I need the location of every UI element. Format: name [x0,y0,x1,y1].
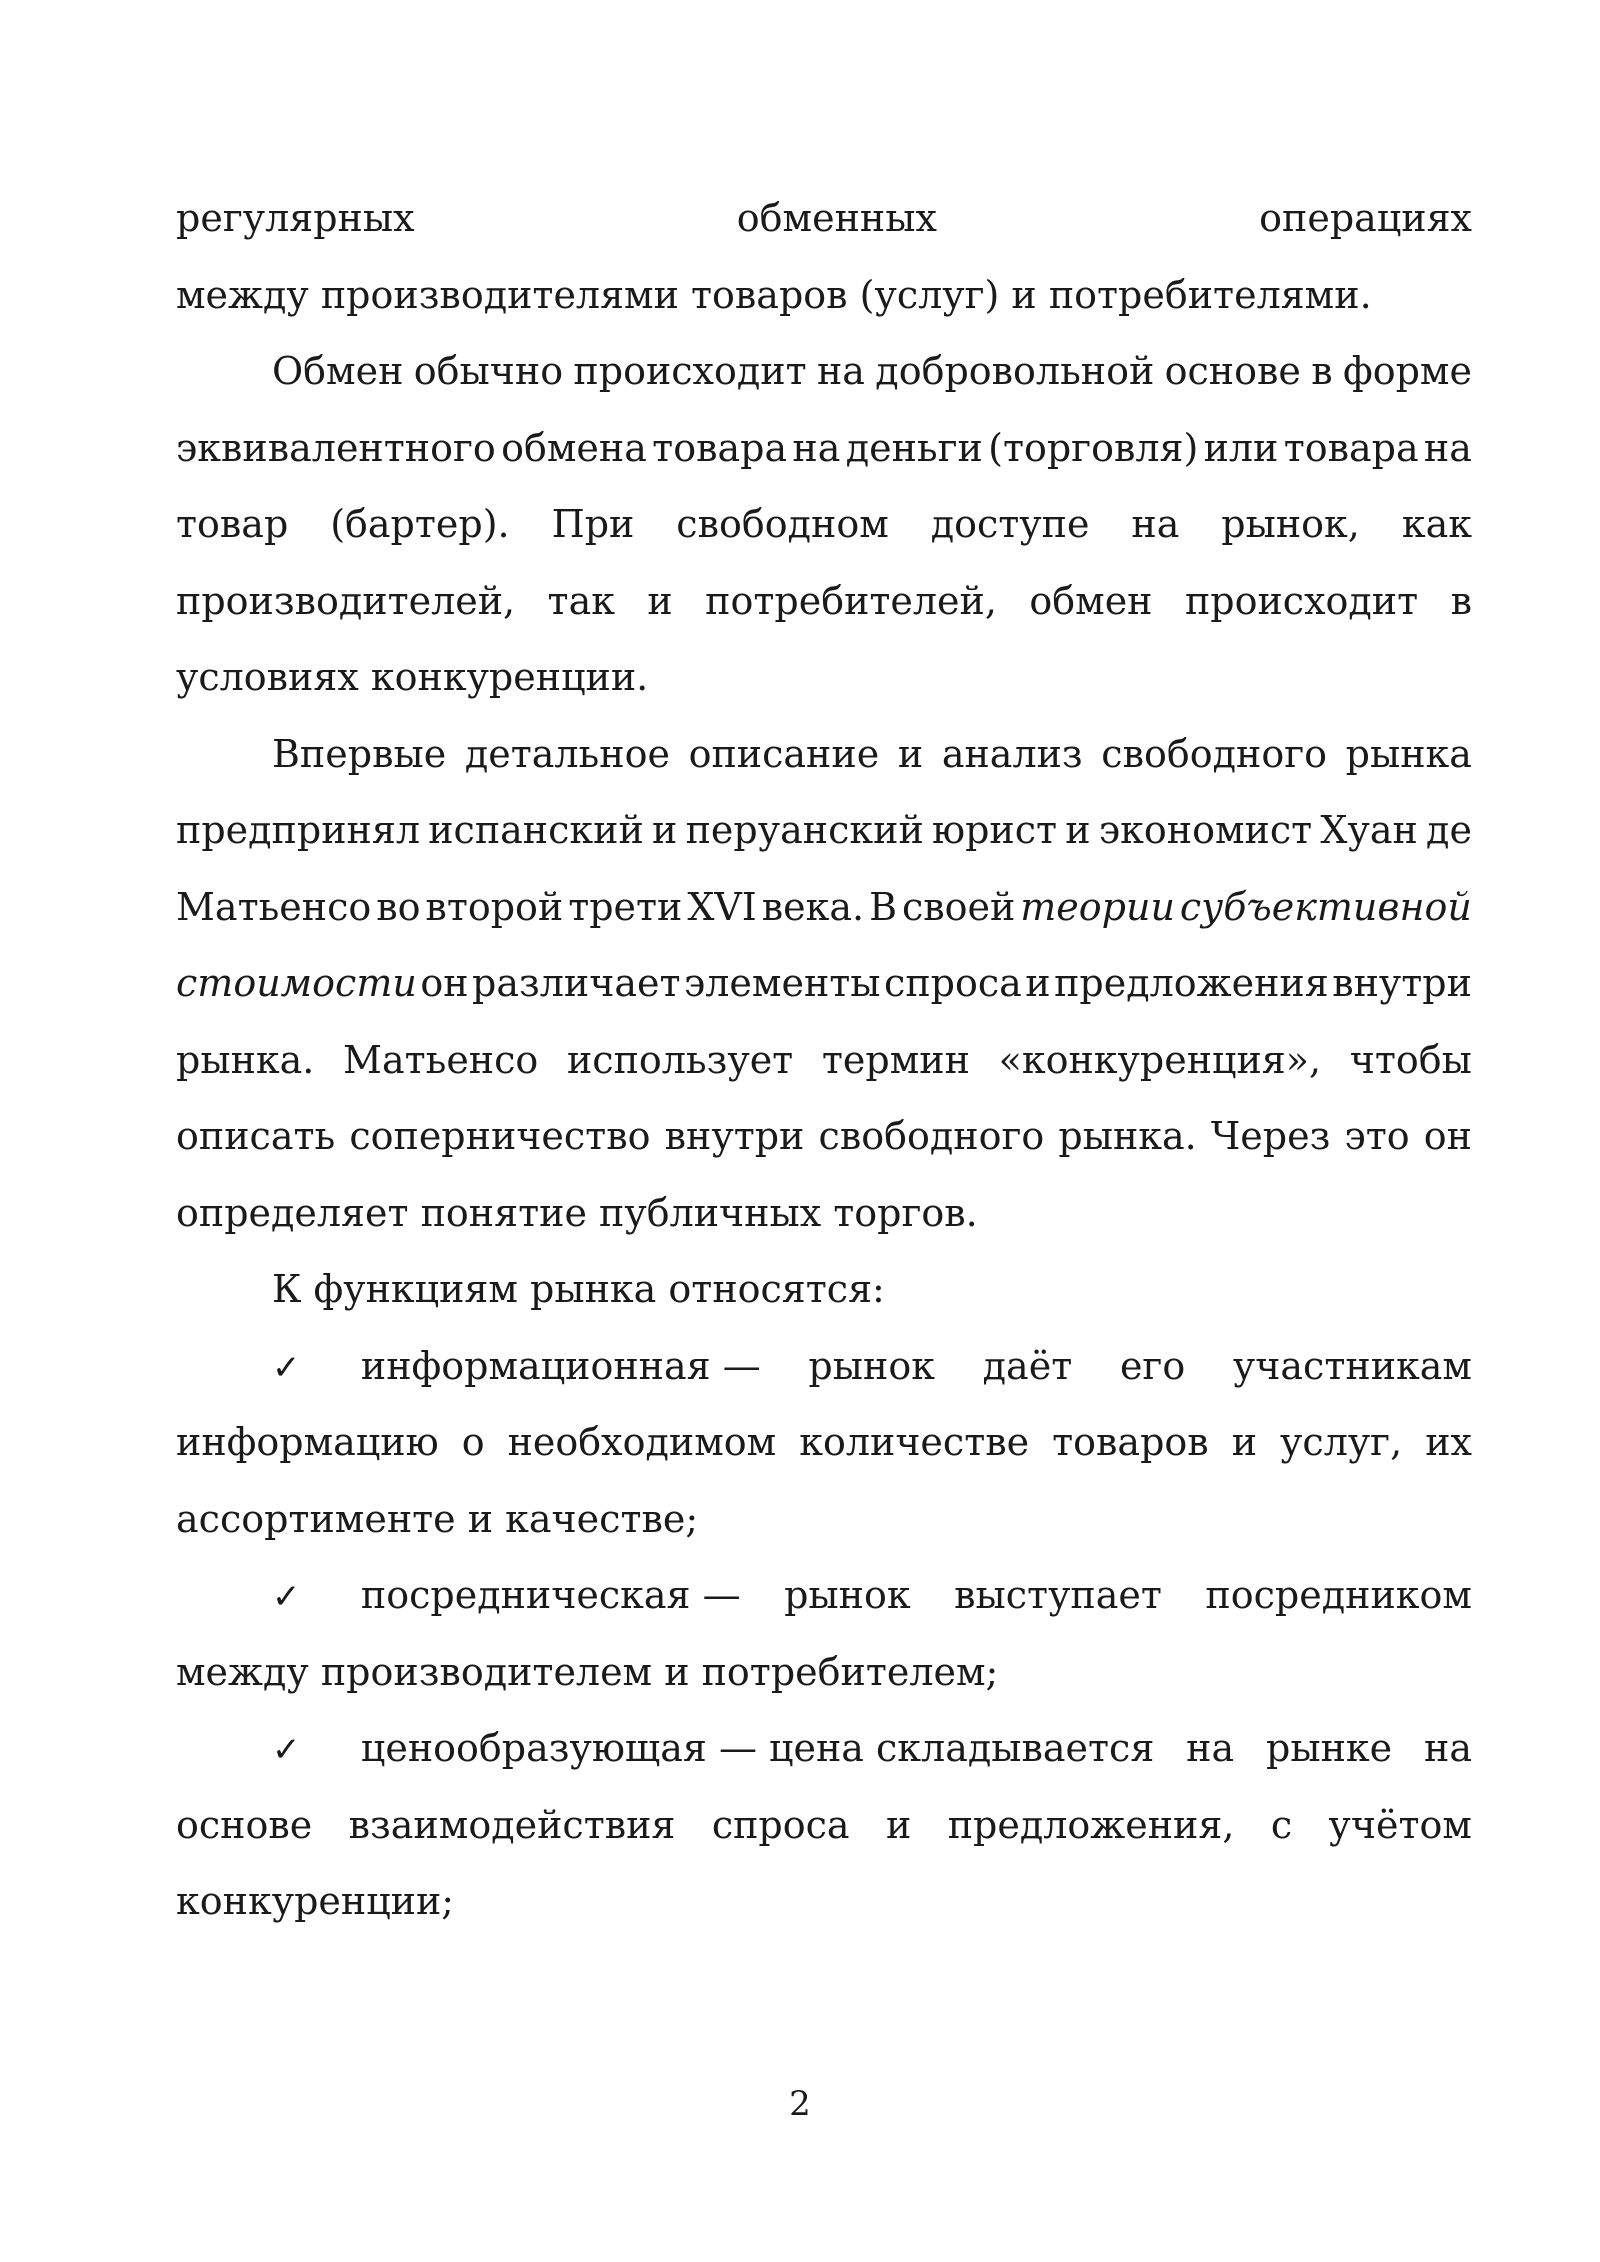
text-line [176,1787,1472,1864]
word: он [420,961,469,1005]
text-line [176,1481,1472,1558]
word: обменных [736,196,937,240]
word: на [816,349,865,393]
word: необходимом [507,1420,777,1464]
checkmark-icon: ✓ [272,1347,301,1388]
word: соперничество [349,1114,651,1158]
checkmark-icon: ✓ [272,1577,301,1617]
word: внутри [1332,961,1472,1005]
text-line [176,1251,1472,1328]
word: Впервые [272,731,447,776]
text-line [176,945,1472,1022]
word: он [1423,1114,1472,1158]
word: товаров [1052,1420,1209,1464]
word: эквивалентного [176,425,496,470]
word: спроса [711,1802,850,1847]
word: так [547,578,615,623]
word: на [1424,1726,1472,1770]
text-line [176,869,1472,946]
word: во [376,884,421,929]
word: рынок, [1221,502,1360,546]
word: стоимости [176,961,417,1005]
text-line [176,563,1472,640]
word: теории [1020,884,1175,929]
word: и [1065,808,1091,852]
line-text: определяет понятие публичных торгов. [176,1190,978,1235]
text-line [176,1634,1472,1711]
checkmark-icon: ✓ [272,1730,301,1770]
word: услуг, [1280,1420,1403,1464]
word: и [1025,961,1051,1005]
word: внутри [664,1114,805,1158]
word: на [1186,1726,1235,1770]
text-line [176,639,1472,716]
text-line [176,486,1472,563]
word: де [1426,808,1472,852]
word: использует [566,1037,794,1082]
word: XVI [687,884,757,929]
document-body [176,180,1472,1940]
word: потребителей, [705,578,997,623]
text-line [176,410,1472,487]
word: субъективной [1179,884,1472,929]
word: форме [1342,349,1472,393]
bullet-content [361,1557,1472,1634]
word: Матьенсо [176,884,372,929]
text-line [176,792,1472,869]
word: их [1425,1420,1472,1464]
word: свободного [818,1114,1045,1158]
word: термин [821,1037,970,1082]
text-line [176,1710,1472,1787]
word: операциях [1259,196,1472,240]
word: чтобы [1349,1037,1472,1082]
text-line [176,1328,1472,1405]
word: рынка. [1058,1114,1197,1158]
word: в [1311,349,1333,393]
word: и [885,1802,912,1847]
word: Хуан [1320,808,1418,852]
word: рынок [808,1343,935,1388]
word: элементы [683,961,881,1005]
text-line [176,257,1472,334]
word: количестве [799,1420,1030,1464]
word: Через [1210,1114,1331,1158]
word: юрист [932,808,1058,852]
page-number: 2 [789,2084,811,2124]
word: происходит [573,349,807,393]
word: При [551,502,635,546]
text-line [176,1557,1472,1634]
word: регулярных [176,196,415,240]
word: взаимодействия [348,1802,676,1847]
word: и [1231,1420,1258,1464]
line-text: между производителем и потребителем; [176,1649,999,1694]
word: ценообразующая — цена складывается [360,1726,1155,1770]
word: трети [568,884,683,929]
word: обмен [1029,578,1153,623]
word: века. [761,884,865,929]
word: перуанский [685,808,924,852]
word: или [1203,425,1279,470]
word: добровольной [875,349,1155,393]
word: экономист [1098,808,1313,852]
line-text: ассортименте и качестве; [176,1496,699,1541]
bullet-content [361,1328,1472,1405]
word: рынка [1345,731,1472,776]
line-text: условиях конкуренции. [176,655,649,699]
word: и [652,808,678,852]
word: «конкуренция», [998,1037,1322,1082]
word: спроса [884,961,1022,1005]
text-line [176,180,1472,257]
word: основе [176,1802,313,1847]
word: описание [688,731,880,776]
word: предложения [1054,961,1329,1005]
word: производителей, [176,578,516,623]
text-line [176,1022,1472,1099]
word: происходит [1184,578,1419,623]
word: Обмен [272,349,404,393]
word: рынок [784,1573,911,1617]
word: посредником [1205,1573,1472,1617]
word: рынка. [176,1037,315,1082]
word: товара [1283,425,1419,470]
text-line [176,1175,1472,1252]
word: различает [472,961,681,1005]
word: товара [652,425,788,470]
word: обычно [413,349,564,393]
word: и [897,731,924,776]
word: (бартер). [330,502,510,546]
word: детальное [464,731,670,776]
word: посредническая — [360,1573,741,1617]
word: свободном [676,502,889,546]
word: в [1450,578,1472,623]
word: второй [425,884,564,929]
word: описать [176,1114,336,1158]
word: свободного [1101,731,1327,776]
word: доступе [930,502,1090,546]
word: (торговля) [988,425,1199,470]
line-text: между производителями товаров (услуг) и потребителями. [176,272,1372,317]
word: о [461,1420,485,1464]
word: своей [901,884,1016,929]
word: анализ [941,731,1083,776]
line-text: К функциям рынка относятся: [272,1267,885,1311]
text-line [176,1098,1472,1175]
word: и [647,578,673,623]
word: товар [176,502,289,546]
word: Матьенсо [343,1037,539,1082]
text-line [176,1863,1472,1940]
text-line [176,1404,1472,1481]
word: выступает [954,1573,1162,1617]
word: информацию [176,1420,439,1464]
bullet-content [361,1710,1472,1787]
word: предложения, [947,1802,1235,1847]
word: В [869,884,898,929]
word: информационная — [360,1343,761,1388]
word: как [1401,502,1472,546]
word: его [1119,1343,1186,1388]
word: испанский [428,808,644,852]
document-page [176,180,1472,1940]
word: даёт [982,1343,1073,1388]
word: это [1344,1114,1410,1158]
word: на [1131,502,1180,546]
word: рынке [1266,1726,1393,1770]
word: на [1423,425,1472,470]
word: учётом [1328,1802,1472,1847]
word: основе [1164,349,1301,393]
line-text: конкуренции; [176,1879,455,1923]
text-line [176,333,1472,410]
word: на [792,425,841,470]
word: деньги [845,425,983,470]
text-line [176,716,1472,793]
word: участникам [1232,1343,1472,1388]
word: предпринял [176,808,420,852]
word: с [1270,1802,1293,1847]
word: обмена [501,425,647,470]
